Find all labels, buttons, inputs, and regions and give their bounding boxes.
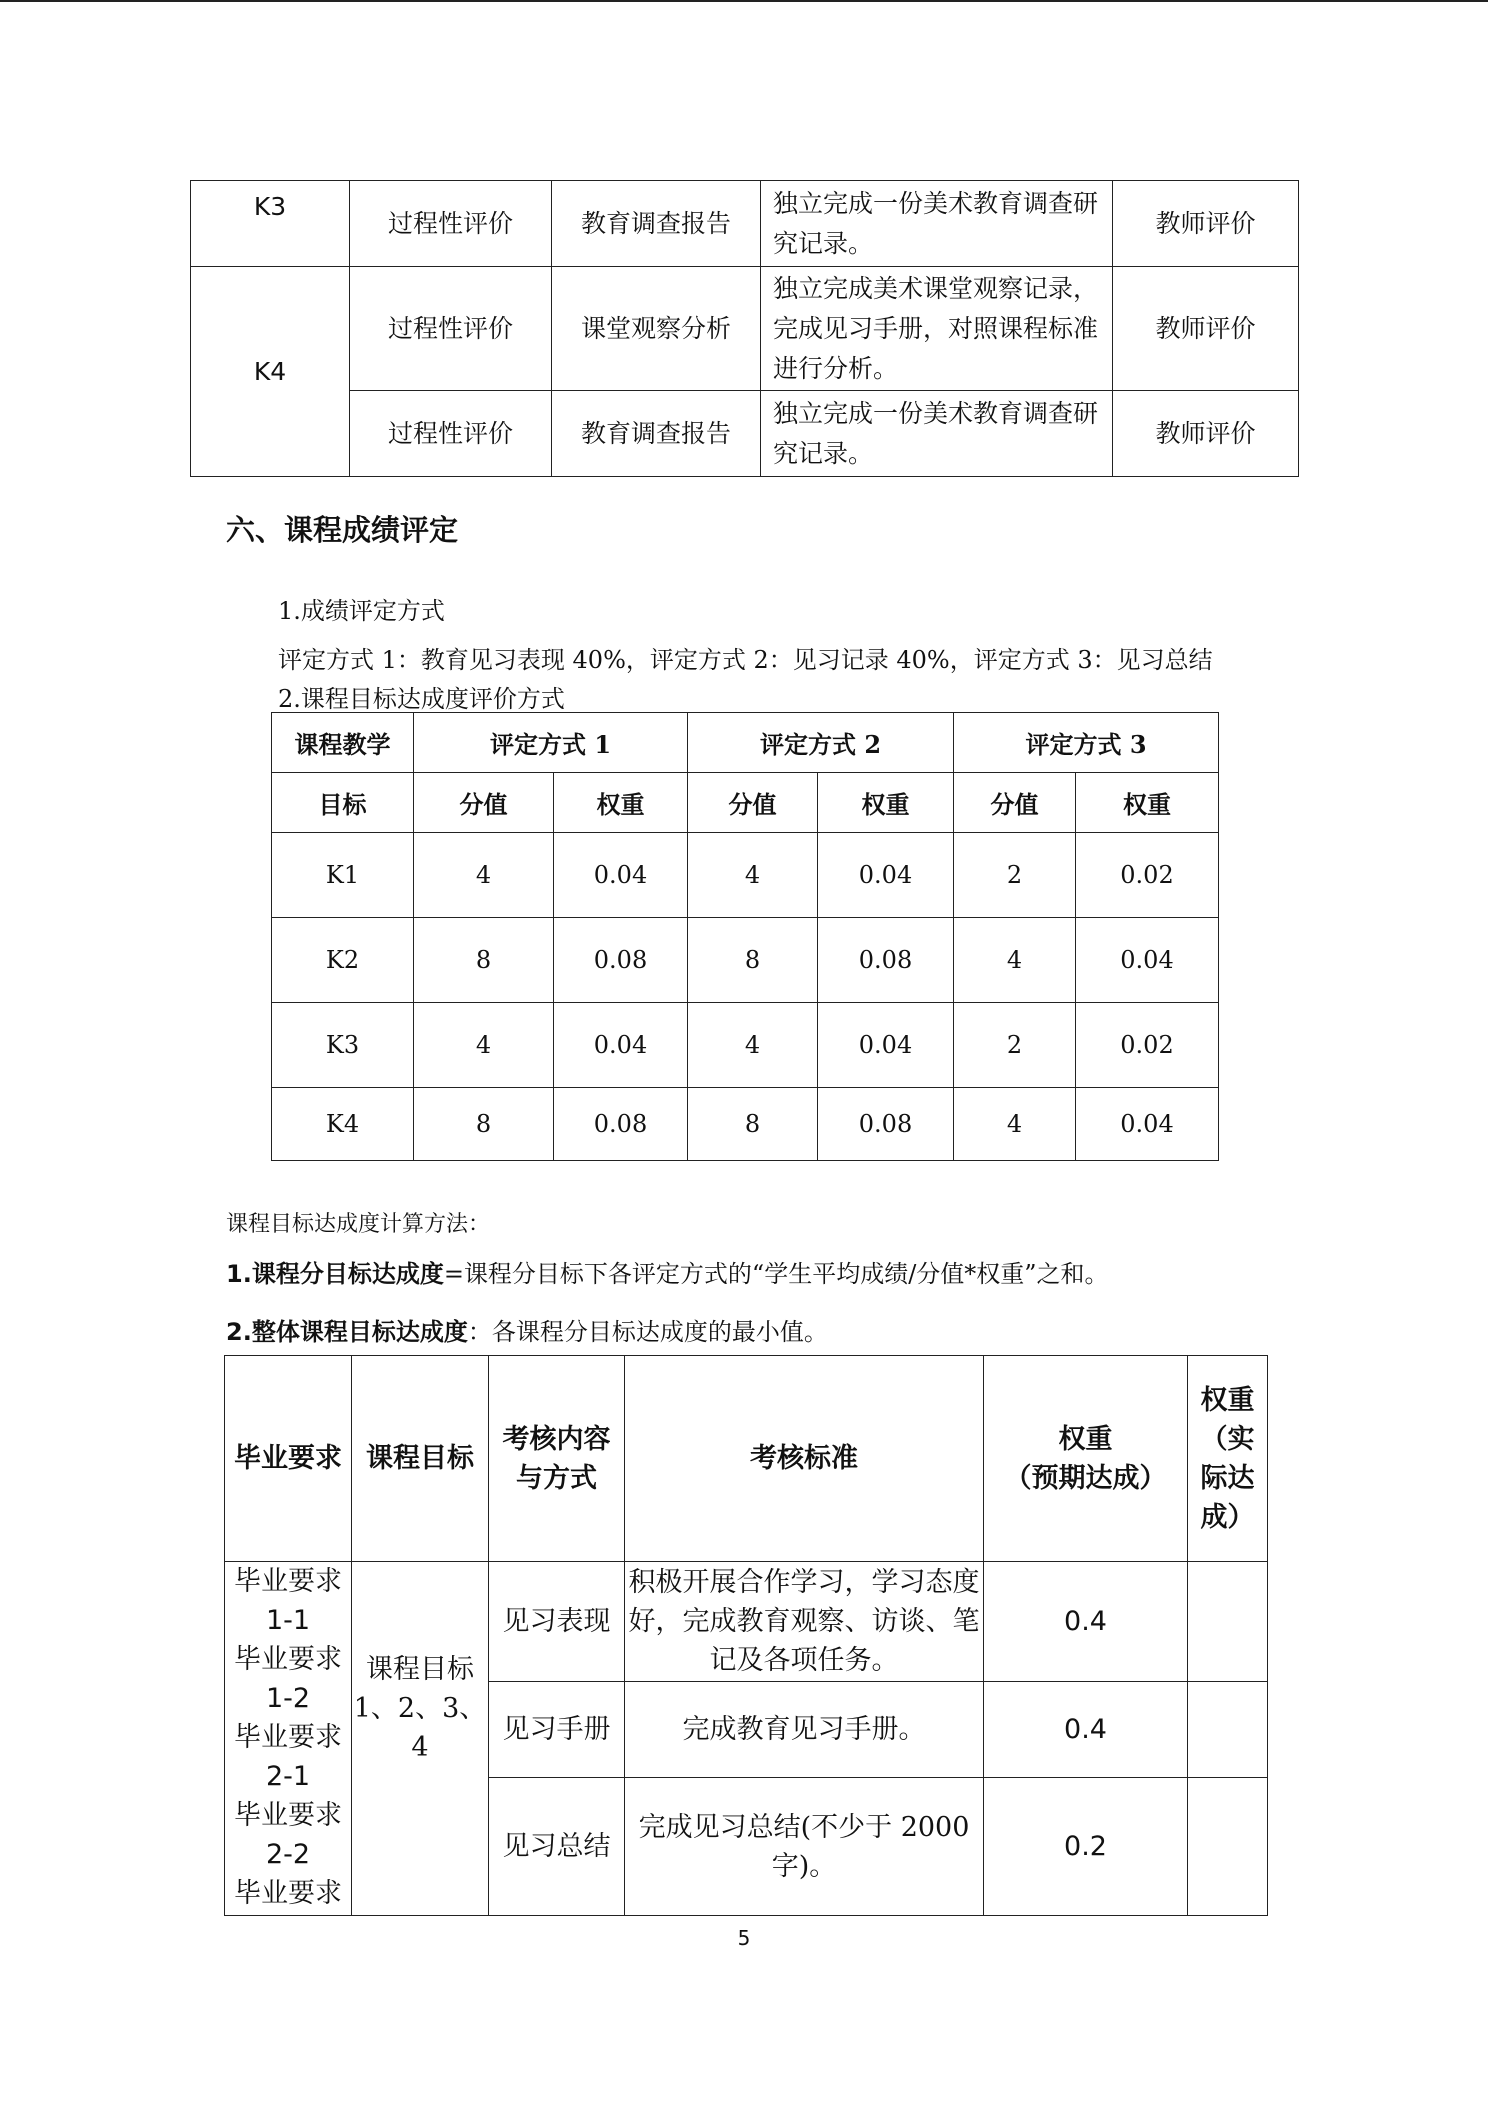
header-grad-req-cell: 毕业要求 xyxy=(225,1356,352,1562)
subsection-title: 1.成绩评定方式 xyxy=(278,597,445,625)
header-line: 际达 xyxy=(1200,1462,1255,1494)
header-score-cell: 分值 xyxy=(954,773,1076,833)
table-row xyxy=(272,1003,1219,1088)
table-row xyxy=(225,1562,1268,1682)
assessment-type-cell: 过程性评价 xyxy=(350,181,552,267)
header-line: 考核内容 xyxy=(502,1423,611,1455)
header-goal-cell: 课程教学 xyxy=(272,713,414,773)
header-weight-expected-cell xyxy=(984,1356,1188,1562)
grad-req-line: 2-1 xyxy=(265,1761,311,1792)
section-heading: 六、课程成绩评定 xyxy=(226,513,459,547)
assessment-type-cell: 过程性评价 xyxy=(350,391,552,477)
evaluator-cell: 教师评价 xyxy=(1113,267,1299,391)
goal-cell: K2 xyxy=(272,918,414,1003)
header-weight-cell: 权重 xyxy=(554,773,688,833)
value-cell: 0.02 xyxy=(1076,833,1219,918)
grad-req-line: 毕业要求 xyxy=(234,1878,342,1909)
header-score-cell: 分值 xyxy=(414,773,554,833)
value-cell: 0.04 xyxy=(818,833,954,918)
header-goal-cell: 目标 xyxy=(272,773,414,833)
header-weight-cell: 权重 xyxy=(1076,773,1219,833)
header-weight-actual-cell xyxy=(1188,1356,1268,1562)
value-cell: 2 xyxy=(954,833,1076,918)
header-content-cell xyxy=(489,1356,625,1562)
goal-cell: K4 xyxy=(191,267,350,477)
evaluator-cell: 教师评价 xyxy=(1113,181,1299,267)
weight-cell: 0.4 xyxy=(984,1562,1188,1682)
goal-weight-table xyxy=(271,712,1219,1161)
assessment-method-table xyxy=(190,180,1299,477)
course-goal-line: 课程目标 xyxy=(366,1654,474,1685)
header-method-cell: 评定方式 2 xyxy=(688,713,954,773)
standard-cell: 完成见习总结(不少于 2000 字)。 xyxy=(625,1778,984,1916)
header-score-cell: 分值 xyxy=(688,773,818,833)
table-header-row xyxy=(272,713,1219,773)
value-cell: 4 xyxy=(954,1088,1076,1161)
value-cell: 4 xyxy=(954,918,1076,1003)
value-cell: 0.08 xyxy=(554,918,688,1003)
assessment-content-cell: 课堂观察分析 xyxy=(552,267,761,391)
course-goal-line: 4 xyxy=(411,1732,429,1763)
assessment-standard-cell: 独立完成美术课堂观察记录，完成见习手册，对照课程标准进行分析。 xyxy=(761,267,1113,391)
calc-method-title: 课程目标达成度计算方法： xyxy=(226,1212,491,1237)
value-cell: 4 xyxy=(688,1003,818,1088)
value-cell: 0.04 xyxy=(1076,1088,1219,1161)
course-goal-line: 1、2、3、 xyxy=(353,1693,487,1724)
goal-cell: K3 xyxy=(272,1003,414,1088)
evaluator-cell: 教师评价 xyxy=(1113,391,1299,477)
value-cell: 0.04 xyxy=(554,833,688,918)
header-line: （实 xyxy=(1200,1423,1255,1455)
value-cell: 0.04 xyxy=(1076,918,1219,1003)
value-cell: 8 xyxy=(688,1088,818,1161)
value-cell: 0.04 xyxy=(554,1003,688,1088)
grading-method-text: 评定方式 1：教育见习表现 40%，评定方式 2：见习记录 40%，评定方式 3：见习总结 xyxy=(278,646,1213,674)
header-method-cell: 评定方式 3 xyxy=(954,713,1219,773)
formula-definition: ：各课程分目标达成度的最小值。 xyxy=(467,1318,828,1346)
content-cell: 见习总结 xyxy=(489,1778,625,1916)
grad-req-cell xyxy=(225,1562,352,1916)
weight-cell: 0.2 xyxy=(984,1778,1188,1916)
table-row xyxy=(191,391,1299,477)
table-header-row xyxy=(225,1356,1268,1562)
formula-term: 1.课程分目标达成度 xyxy=(226,1260,444,1288)
table-row xyxy=(272,833,1219,918)
grad-req-line: 1-2 xyxy=(265,1683,311,1714)
grad-req-line: 毕业要求 xyxy=(234,1722,342,1753)
assessment-standard-cell: 独立完成一份美术教育调查研究记录。 xyxy=(761,391,1113,477)
value-cell: 4 xyxy=(414,1003,554,1088)
header-standard-cell: 考核标准 xyxy=(625,1356,984,1562)
value-cell: 2 xyxy=(954,1003,1076,1088)
goal-cell: K4 xyxy=(272,1088,414,1161)
value-cell: 4 xyxy=(688,833,818,918)
header-line: 成） xyxy=(1200,1501,1255,1533)
subsection-title: 2.课程目标达成度评价方式 xyxy=(278,685,565,713)
value-cell: 8 xyxy=(414,1088,554,1161)
content-cell: 见习表现 xyxy=(489,1562,625,1682)
goal-cell: K1 xyxy=(272,833,414,918)
assessment-type-cell: 过程性评价 xyxy=(350,267,552,391)
header-line: 与方式 xyxy=(516,1462,597,1494)
assessment-standard-cell: 独立完成一份美术教育调查研究记录。 xyxy=(761,181,1113,267)
value-cell: 0.08 xyxy=(818,918,954,1003)
header-line: 权重 xyxy=(1200,1384,1255,1416)
value-cell: 0.04 xyxy=(818,1003,954,1088)
goal-cell: K3 xyxy=(191,181,350,267)
table-row xyxy=(272,1088,1219,1161)
formula-line xyxy=(226,1254,1109,1289)
header-course-goal-cell: 课程目标 xyxy=(352,1356,489,1562)
course-goal-cell xyxy=(352,1562,489,1916)
value-cell: 0.08 xyxy=(818,1088,954,1161)
value-cell: 4 xyxy=(414,833,554,918)
grad-req-line: 毕业要求 xyxy=(234,1644,342,1675)
value-cell: 8 xyxy=(688,918,818,1003)
table-row xyxy=(191,267,1299,391)
standard-cell: 积极开展合作学习，学习态度好，完成教育观察、访谈、笔记及各项任务。 xyxy=(625,1562,984,1682)
formula-line xyxy=(226,1312,828,1347)
value-cell: 0.02 xyxy=(1076,1003,1219,1088)
table-header-row xyxy=(272,773,1219,833)
value-cell: 8 xyxy=(414,918,554,1003)
content-cell: 见习手册 xyxy=(489,1682,625,1778)
formula-term: 2.整体课程目标达成度 xyxy=(226,1318,468,1346)
page-top-border xyxy=(0,0,1488,2)
formula-definition: =课程分目标下各评定方式的“学生平均成绩/分值*权重”之和。 xyxy=(443,1260,1109,1288)
standard-cell: 完成教育见习手册。 xyxy=(625,1682,984,1778)
assessment-content-cell: 教育调查报告 xyxy=(552,181,761,267)
header-line: （预期达成） xyxy=(1004,1462,1167,1494)
actual-weight-cell xyxy=(1188,1562,1268,1682)
page-number: 5 xyxy=(737,1926,751,1950)
grad-req-line: 毕业要求 xyxy=(234,1800,342,1831)
grad-req-line: 毕业要求 xyxy=(234,1566,342,1597)
grad-req-line: 1-1 xyxy=(265,1605,311,1636)
actual-weight-cell xyxy=(1188,1682,1268,1778)
weight-cell: 0.4 xyxy=(984,1682,1188,1778)
table-row xyxy=(191,181,1299,267)
table-row xyxy=(272,918,1219,1003)
value-cell: 0.08 xyxy=(554,1088,688,1161)
header-line: 权重 xyxy=(1058,1423,1113,1455)
header-weight-cell: 权重 xyxy=(818,773,954,833)
requirement-mapping-table xyxy=(224,1355,1268,1916)
assessment-content-cell: 教育调查报告 xyxy=(552,391,761,477)
header-method-cell: 评定方式 1 xyxy=(414,713,688,773)
grad-req-line: 2-2 xyxy=(265,1839,311,1870)
actual-weight-cell xyxy=(1188,1778,1268,1916)
